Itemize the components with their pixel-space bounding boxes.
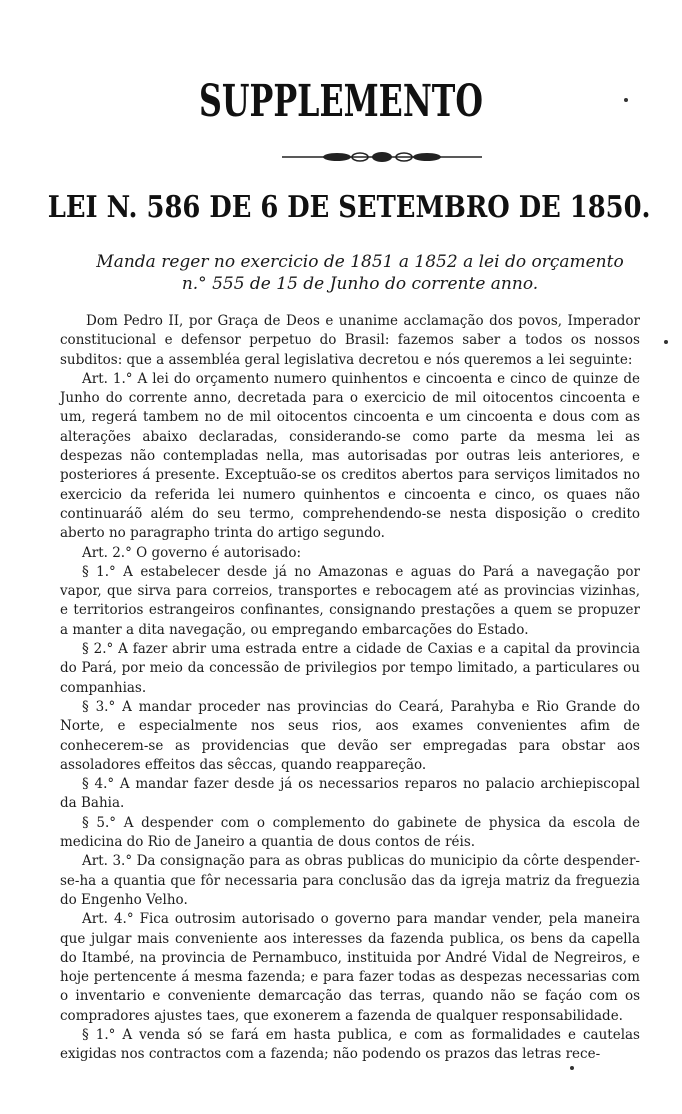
article-2-section-1: § 1.° A estabelecer desde já no Amazonas e aguas do Pará a navegação por vapor, que sirva para correios, transportes e rebocagem até as provincias vizinhas, e territorios estrangeiros confinantes, consignando prestações a quem se propuzer a manter a dita navegação, ou empregando embarcações do Estado. (60, 563, 640, 638)
supplement-title: SUPPLEMENTO (199, 76, 483, 127)
article-2: Art. 2.° O governo é autorisado: (82, 544, 302, 561)
print-speck (570, 1066, 574, 1070)
law-title: LEI N. 586 DE 6 DE SETEMBRO DE 1850. (47, 190, 651, 225)
law-body (60, 312, 640, 1065)
preamble-paragraph: Dom Pedro II, por Graça de Deos e unanime acclamação dos povos, Imperador constitucional e defensor perpetuo do Brasil: fazemos saber a todos os nossos subditos: que a assembléa geral legislativa decretou e nós queremos a lei seguinte: (60, 313, 640, 368)
article-1: Art. 1.° A lei do orçamento numero quinhentos e cincoenta e cinco de quinze de Junho do corrente anno, decretada para o exercicio de mil oitocentos cincoenta e um, regerá tambem no de mil oitocentos cincoenta e um cincoenta e dous com as alterações abaixo declaradas, considerando-se como parte da mesma lei as despezas não contempladas nella, mas autorisadas por outras leis anteriores, e posteriores á presente. Exceptuão-se os creditos abertos para serviços limitados no exercicio da referida lei numero quinhentos e cincoenta e cinco, os quaes não continuaráõ além do seu termo, comprehendendo-se nesta disposição o credito aberto no paragrapho trinta do artigo segundo. (60, 370, 640, 542)
article-4: Art. 4.° Fica outrosim autorisado o governo para mandar vender, pela maneira que julgar mais conveniente aos interesses da fazenda publica, os bens da capella do Itambé, na provincia de Pernambuco, instituida por André Vidal de Negreiros, e hoje pertencente á mesma fazenda; e para fazer todas as despezas necessarias com o inventario e conveniente demarcação das terras, quando não se façáo com os compradores ajustes taes, que exonerem a fazenda de qualquer responsabilidade. (60, 911, 640, 1024)
article-2-section-4: § 4.° A mandar fazer desde já os necessarios reparos no palacio archiepiscopal da Bahia. (60, 776, 640, 812)
article-3: Art. 3.° Da consignação para as obras publicas do municipio da côrte despender-se-ha a quantia que fôr necessaria para conclusão das da igreja matriz da freguezia do Engenho Velho. (60, 853, 640, 908)
ornament-divider (282, 150, 482, 164)
article-2-section-3: § 3.° A mandar proceder nas provincias do Ceará, Parahyba e Rio Grande do Norte, e especialmente nos seus rios, aos exames convenientes afim de conhecerem-se as providencias que devão ser empregadas para obstar aos assoladores effeitos das sêccas, quando reappareção. (60, 698, 640, 773)
law-subtitle (60, 251, 660, 295)
article-2-section-5: § 5.° A despender com o complemento do gabinete de physica da escola de medicina do Rio de Janeiro a quantia de dous contos de réis. (60, 814, 640, 851)
print-speck (624, 98, 628, 102)
subtitle-line-1: Manda reger no exercicio de 1851 a 1852 a lei do orçamento (96, 252, 624, 272)
print-speck (664, 340, 668, 344)
article-2-section-2: § 2.° A fazer abrir uma estrada entre a cidade de Caxias e a capital da provincia do Pará, por meio da concessão de privilegios por tempo limitado, a particulares ou companhias. (60, 641, 640, 696)
subtitle-line-2: n.° 555 de 15 de Junho do corrente anno. (181, 274, 539, 294)
article-4-section-1: § 1.° A venda só se fará em hasta publica, e com as formalidades e cautelas exigidas nos contractos com a fazenda; não podendo os prazos das letras rece- (60, 1026, 640, 1063)
